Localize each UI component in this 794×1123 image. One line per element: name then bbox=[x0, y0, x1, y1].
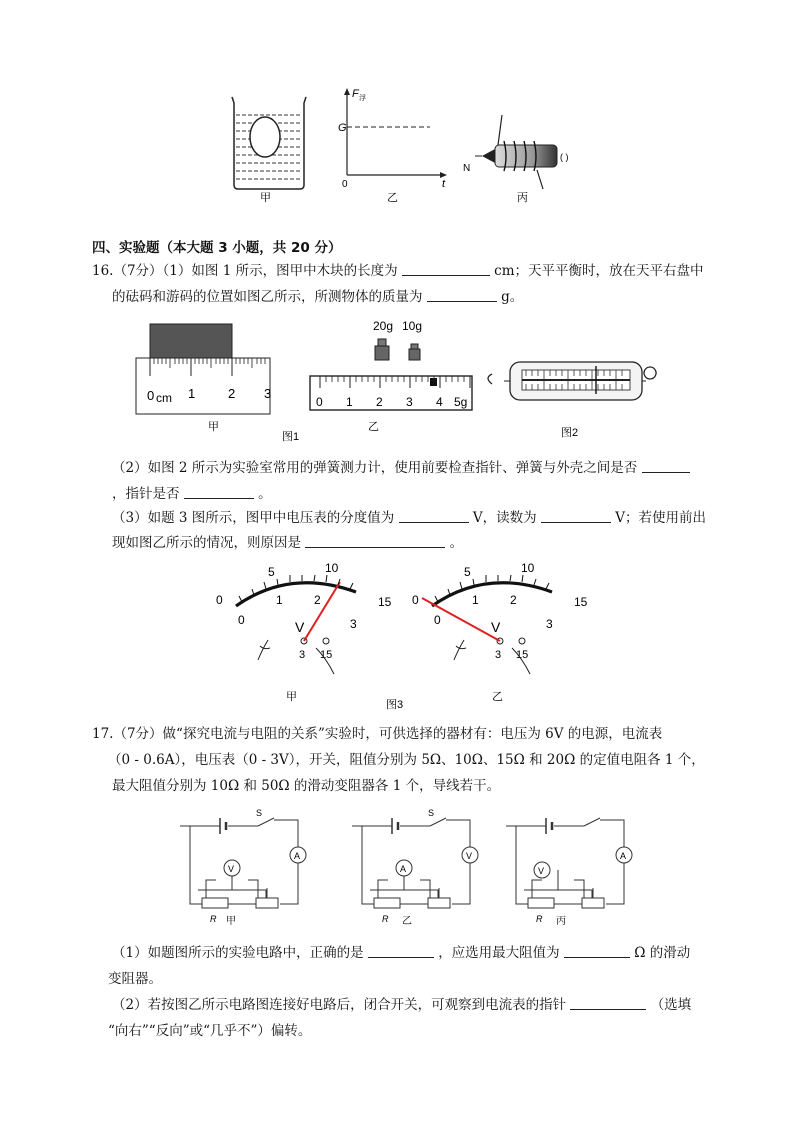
ruler-figure bbox=[136, 324, 271, 433]
circuit-yi bbox=[352, 808, 478, 927]
yi-inner-1: 1 bbox=[472, 593, 479, 607]
q17-text-p1a: （1）如题图所示的实验电路中，正确的是 bbox=[112, 945, 364, 961]
q16-text-p2b: ，指针是否 bbox=[112, 486, 180, 502]
jia-outer-10: 10 bbox=[325, 561, 339, 575]
voltmeter-yi bbox=[412, 561, 588, 703]
rider bbox=[430, 378, 437, 386]
beam-tick-3: 3 bbox=[406, 395, 413, 409]
q17-part2-line2: “向右”“反向”或“几乎不”）偏转。 bbox=[108, 1023, 312, 1039]
jia-v-label: V bbox=[295, 619, 305, 635]
jia-switch: S bbox=[256, 808, 263, 818]
q17-part2-line1 bbox=[112, 995, 691, 1015]
beam-tick-2: 2 bbox=[376, 395, 383, 409]
q16-text-1b: cm；天平平衡时，放在天平右盘中 bbox=[494, 263, 704, 279]
spring-scale-figure bbox=[488, 362, 656, 439]
jia-outer-15: 15 bbox=[378, 595, 392, 609]
t-axis-label: t bbox=[442, 178, 446, 190]
figure-3-caption: 图3 bbox=[386, 699, 404, 711]
q16-text-2a: 的砝码和游码的位置如图乙所示，所测物体的质量为 bbox=[112, 289, 423, 305]
q17-text-p1b: ，应选用最大阻值为 bbox=[438, 945, 560, 961]
q16-blank-division[interactable] bbox=[399, 508, 469, 523]
circuit-bing-label: 丙 bbox=[556, 916, 566, 927]
balance-label: 乙 bbox=[368, 421, 379, 433]
q16-blank-reason[interactable] bbox=[305, 533, 445, 548]
q16-text-p2c: 。 bbox=[258, 486, 272, 502]
figure-3 bbox=[210, 558, 590, 718]
q16-text-p3d: 现如图乙所示的情况，则原因是 bbox=[112, 535, 301, 551]
beam-tick-1: 1 bbox=[346, 395, 353, 409]
graph-label: 乙 bbox=[387, 192, 398, 204]
weight-10g-label: 10g bbox=[402, 319, 423, 333]
q16-blank-friction[interactable] bbox=[642, 458, 690, 473]
meter-ticks bbox=[239, 575, 549, 602]
q16-part2-line2 bbox=[112, 484, 272, 504]
yi-outer-15: 15 bbox=[574, 595, 588, 609]
beaker-label: 甲 bbox=[260, 192, 271, 204]
q16-line1 bbox=[92, 261, 704, 281]
jia-terminal-15: 15 bbox=[320, 649, 333, 661]
beaker-figure bbox=[232, 97, 306, 204]
q16-part3-line1 bbox=[112, 508, 706, 528]
q16-text-p3e: 。 bbox=[449, 535, 464, 551]
yi-v-label: V bbox=[491, 619, 501, 635]
yi-terminal-3: 3 bbox=[495, 649, 502, 661]
yi-inner-3: 3 bbox=[546, 617, 553, 631]
jia-terminal-3: 3 bbox=[299, 649, 306, 661]
yi-outer-10: 10 bbox=[521, 561, 535, 575]
n-pole-label: N bbox=[463, 163, 471, 174]
q16-part2-line1 bbox=[112, 458, 690, 478]
circuit-yi-label: 乙 bbox=[402, 916, 412, 927]
weight-20g-label: 20g bbox=[373, 319, 394, 333]
yi-voltmeter: V bbox=[466, 851, 473, 861]
buoyancy-graph bbox=[338, 88, 447, 204]
figure-1-2 bbox=[130, 318, 670, 446]
origin-label: 0 bbox=[342, 179, 348, 190]
q16-blank-length[interactable] bbox=[402, 261, 490, 276]
ruler-label: 甲 bbox=[208, 421, 219, 433]
q17-line3: 最大阻值分别为 10Ω 和 50Ω 的滑动变阻器各 1 个，导线若干。 bbox=[112, 778, 501, 794]
q16-part3-line2 bbox=[112, 533, 463, 553]
jia-resistor: R bbox=[210, 914, 217, 924]
circuit-diagrams bbox=[170, 808, 650, 930]
ruler-tick-1: 1 bbox=[188, 386, 196, 401]
voltmeter-yi-label: 乙 bbox=[492, 691, 503, 703]
jia-outer-0: 0 bbox=[216, 593, 223, 607]
circuit-bing bbox=[506, 818, 632, 927]
balance-figure bbox=[282, 319, 472, 443]
solenoid-label: 丙 bbox=[517, 192, 528, 204]
q16-line2 bbox=[112, 287, 523, 307]
ruler-tick-3: 3 bbox=[264, 386, 272, 401]
jia-voltmeter: V bbox=[228, 864, 235, 874]
jia-inner-3: 3 bbox=[350, 617, 357, 631]
q16-text-p2a: （2）如图 2 所示为实验室常用的弹簧测力计，使用前要检查指针、弹簧与外壳之间是否 bbox=[112, 460, 638, 476]
yi-resistor: R bbox=[382, 914, 389, 924]
q16-blank-zero[interactable] bbox=[184, 484, 254, 499]
q17-blank-rheostat[interactable] bbox=[564, 943, 630, 958]
beam-tick-4: 4 bbox=[436, 395, 443, 409]
yi-ammeter: A bbox=[400, 864, 407, 874]
jia-inner-0: 0 bbox=[238, 613, 245, 627]
q17-text-p2a: （2）若按图乙所示电路图连接好电路后，闭合开关，可观察到电流表的指针 bbox=[112, 997, 567, 1013]
jia-inner-1: 1 bbox=[276, 593, 283, 607]
f-axis-label: F bbox=[352, 88, 359, 100]
q17-line2: （0 - 0.6A），电压表（0 - 3V），开关，阻值分别为 5Ω、10Ω、15Ω 和 20Ω 的定值电阻各 1 个， bbox=[108, 752, 705, 768]
ruler-tick-0: 0 bbox=[147, 388, 155, 403]
jia-ammeter: A bbox=[294, 851, 301, 861]
jia-needle bbox=[304, 582, 340, 641]
bing-ammeter: A bbox=[620, 851, 627, 861]
bing-voltmeter: V bbox=[538, 866, 545, 876]
q17-blank-circuit[interactable] bbox=[368, 943, 434, 958]
figure-1-caption: 图1 bbox=[282, 431, 300, 443]
section-title: 四、实验题（本大题 3 小题，共 20 分） bbox=[92, 240, 342, 256]
yi-inner-0: 0 bbox=[434, 613, 441, 627]
g-label: G bbox=[338, 122, 347, 134]
q17-part1-line2: 变阻器。 bbox=[108, 971, 162, 987]
voltmeter-jia-label: 甲 bbox=[286, 691, 297, 703]
q17-line1: 17.（7分）做“探究电流与电阻的关系”实验时，可供选择的器材有：电压为 6V 的电源，电流表 bbox=[92, 726, 663, 742]
top-figures bbox=[220, 85, 600, 205]
bing-resistor: R bbox=[536, 914, 543, 924]
pole-blank: ( ) bbox=[560, 152, 569, 162]
yi-outer-5: 5 bbox=[464, 565, 471, 579]
q16-text-p3a: （3）如题 3 图所示，图甲中电压表的分度值为 bbox=[112, 510, 395, 526]
beam-tick-5: 5g bbox=[454, 395, 468, 409]
voltmeter-jia bbox=[216, 561, 392, 703]
q16-text-2b: g。 bbox=[501, 289, 524, 305]
jia-inner-2: 2 bbox=[314, 593, 321, 607]
q17-blank-deflect[interactable] bbox=[570, 995, 646, 1010]
yi-switch: S bbox=[428, 808, 435, 818]
circuit-jia bbox=[180, 808, 306, 927]
yi-terminal-15: 15 bbox=[516, 649, 529, 661]
q17-text-p1c: Ω 的滑动 bbox=[634, 945, 691, 961]
solenoid-figure bbox=[463, 115, 569, 204]
yi-outer-0: 0 bbox=[412, 593, 419, 607]
q16-text-p3b: V，读数为 bbox=[472, 510, 537, 526]
beam-tick-0: 0 bbox=[316, 395, 323, 409]
yi-inner-2: 2 bbox=[510, 593, 517, 607]
q16-text-1a: 16.（7分）（1）如图 1 所示，图甲中木块的长度为 bbox=[92, 263, 398, 279]
ruler-unit: cm bbox=[156, 391, 172, 405]
q16-text-p3c: V；若使用前出 bbox=[615, 510, 706, 526]
q17-part1-line1 bbox=[112, 943, 690, 963]
circuit-jia-label: 甲 bbox=[226, 916, 236, 927]
jia-outer-5: 5 bbox=[268, 565, 275, 579]
ruler-tick-2: 2 bbox=[228, 386, 236, 401]
q16-blank-mass[interactable] bbox=[427, 287, 497, 302]
figure-2-caption: 图2 bbox=[561, 427, 579, 439]
q17-text-p2b: （选填 bbox=[650, 997, 692, 1013]
q16-blank-reading[interactable] bbox=[541, 508, 611, 523]
f-axis-sub: 浮 bbox=[359, 95, 366, 102]
